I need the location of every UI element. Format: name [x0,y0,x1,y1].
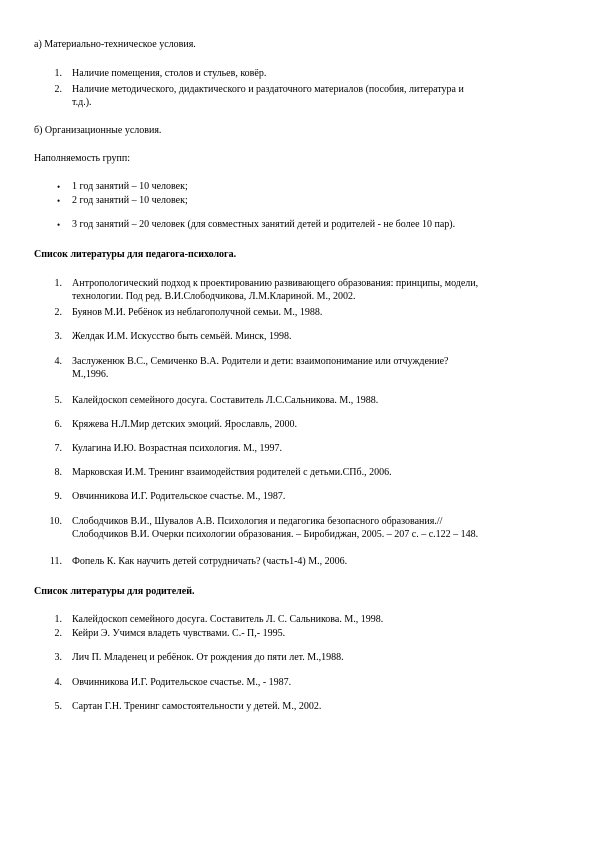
list-item-text: М.,1996. [72,369,109,380]
list-item-number: 9. [54,491,62,502]
list-item-number: 2. [54,628,62,639]
list-item-number: 10. [49,516,62,527]
list-item-number: 3. [54,652,62,663]
list-item-number: 7. [54,443,62,454]
list-item-text: Слободчиков В.И., Шувалов А.В. Психология и педагогика безопасного образования.// [72,516,443,527]
list-item-text: Фопель К. Как научить детей сотрудничать? (часть1-4) М., 2006. [72,556,348,567]
list-item-number: 5. [54,395,62,406]
list-item-text: Слободчиков В.И. Очерки психологии образования. – Биробиджан, 2005. – 207 с. – с.122 – 148. [72,529,479,540]
list-item-text: т.д.). [72,97,92,108]
section-a-heading: а) Материально-техническое условия. [34,39,196,50]
list-item-text: Наличие помещения, столов и стульев, ковёр. [72,68,267,79]
list-item-text: Кряжева Н.Л.Мир детских эмоций. Ярославль, 2000. [72,419,297,430]
bullet-item: 2 год занятий – 10 человек; [72,195,188,206]
list-item-text: технологии. Под ред. В.И.Слободчикова, Л.М.Клариной. М., 2002. [72,291,356,302]
list-item-text: Кулагина И.Ю. Возрастная психология. М., 1997. [72,443,282,454]
list-item-text: Марковская И.М. Тренинг взаимодействия родителей с детьми.СПб., 2006. [72,467,392,478]
bullet-item: 1 год занятий – 10 человек; [72,181,188,192]
list-item-text: Калейдоскоп семейного досуга. Составитель Л. С. Сальникова. М., 1998. [72,614,384,625]
list-item-number: 4. [54,356,62,367]
list-item-number: 11. [49,556,62,567]
lit-psychologist-heading: Список литературы для педагога-психолога. [34,249,237,260]
list-item-number: 1. [54,68,62,79]
list-item-text: Желдак И.М. Искусство быть семьёй. Минск, 1998. [72,331,292,342]
list-item-number: 8. [54,467,62,478]
group-size-heading: Наполняемость групп: [34,153,131,164]
list-item-number: 1. [54,614,62,625]
list-item-number: 5. [54,701,62,712]
bullet-icon: • [57,196,61,206]
list-item-text: Сартан Г.Н. Тренинг самостоятельности у детей. М., 2002. [72,701,322,712]
list-item-text: Буянов М.И. Ребёнок из неблагополучной семьи. М., 1988. [72,307,323,318]
list-item-text: Овчинникова И.Г. Родительское счастье. М., - 1987. [72,677,292,688]
list-item-number: 4. [54,677,62,688]
list-item-text: Заслуженюк В.С., Семиченко В.А. Родители и дети: взаимопонимание или отчуждение? [72,356,449,367]
list-item-text: Наличие методического, дидактического и раздаточного материалов (пособия, литература и [72,84,464,95]
lit-parents-heading: Список литературы для родителей. [34,586,195,597]
list-item-text: Овчинникова И.Г. Родительское счастье. М., 1987. [72,491,286,502]
list-item-text: Кейри Э. Учимся владеть чувствами. С.- П,- 1995. [72,628,286,639]
list-item-text: Антропологический подход к проектированию развивающего образования: принципы, модели, [72,278,479,289]
list-item-text: Лич П. Младенец и ребёнок. От рождения до пяти лет. М.,1988. [72,652,344,663]
list-item-number: 3. [54,331,62,342]
list-item-text: Калейдоскоп семейного досуга. Составитель Л.С.Сальникова. М., 1988. [72,395,379,406]
list-item-number: 2. [54,307,62,318]
list-item-number: 1. [54,278,62,289]
bullet-icon: • [57,220,61,230]
bullet-icon: • [57,182,61,192]
bullet-item: 3 год занятий – 20 человек (для совместных занятий детей и родителей - не более 10 пар). [72,219,456,230]
section-b-heading: б) Организационные условия. [34,125,162,136]
list-item-number: 2. [54,84,62,95]
list-item-number: 6. [54,419,62,430]
